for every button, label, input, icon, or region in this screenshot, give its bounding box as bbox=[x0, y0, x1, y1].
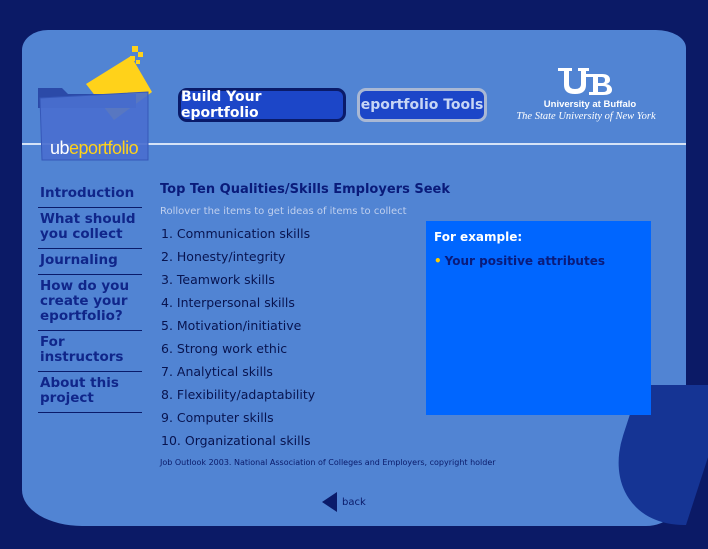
skill-item[interactable]: 3. Teamwork skills bbox=[161, 272, 275, 287]
bullet-icon: • bbox=[434, 254, 442, 268]
example-box bbox=[426, 221, 651, 415]
back-label[interactable]: back bbox=[342, 496, 366, 508]
skill-item[interactable]: 6. Strong work ethic bbox=[161, 341, 288, 356]
sidebar-item-what-should-you-collect[interactable]: What should you collect bbox=[38, 208, 142, 249]
site-logo[interactable] bbox=[50, 138, 138, 159]
skill-item[interactable]: 4. Interpersonal skills bbox=[161, 295, 295, 310]
build-eportfolio-button[interactable]: Build Your eportfolio bbox=[178, 88, 346, 122]
skills-list bbox=[161, 226, 315, 456]
skill-item[interactable]: 9. Computer skills bbox=[161, 410, 274, 425]
skill-item[interactable]: 10. Organizational skills bbox=[161, 433, 311, 448]
example-title: For example: bbox=[434, 230, 523, 244]
ub-logo-icon bbox=[556, 66, 614, 96]
back-arrow-icon[interactable] bbox=[322, 492, 337, 512]
page-title: Top Ten Qualities/Skills Employers Seek bbox=[160, 182, 450, 197]
page-subtitle: Rollover the items to get ideas of items to collect bbox=[160, 206, 407, 217]
sidebar-item-how-do-you-create[interactable]: How do you create your eportfolio? bbox=[38, 275, 142, 331]
skill-item[interactable]: 8. Flexibility/adaptability bbox=[161, 387, 316, 402]
source-citation: Job Outlook 2003. National Association of Colleges and Employers, copyright holder bbox=[160, 458, 496, 467]
example-item bbox=[434, 254, 605, 268]
logo-main: eportfolio bbox=[69, 138, 139, 158]
skill-item[interactable]: 5. Motivation/initiative bbox=[161, 318, 302, 333]
skill-item[interactable]: 1. Communication skills bbox=[161, 226, 311, 241]
sidebar-nav bbox=[38, 182, 142, 413]
sidebar-item-for-instructors[interactable]: For instructors bbox=[38, 331, 142, 372]
skill-item[interactable]: 2. Honesty/integrity bbox=[161, 249, 286, 264]
eportfolio-tools-button[interactable]: eportfolio Tools bbox=[357, 88, 487, 122]
logo-prefix: ub bbox=[50, 138, 70, 158]
sidebar-item-introduction[interactable]: Introduction bbox=[38, 182, 142, 208]
back-link[interactable] bbox=[322, 492, 366, 512]
sidebar-item-journaling[interactable]: Journaling bbox=[38, 249, 142, 275]
university-subtitle: The State University of New York bbox=[516, 111, 656, 122]
example-item-label: Your positive attributes bbox=[444, 254, 605, 268]
sidebar-item-about-this-project[interactable]: About this project bbox=[38, 372, 142, 413]
university-name[interactable]: University at Buffalo bbox=[543, 99, 637, 110]
skill-item[interactable]: 7. Analytical skills bbox=[161, 364, 273, 379]
